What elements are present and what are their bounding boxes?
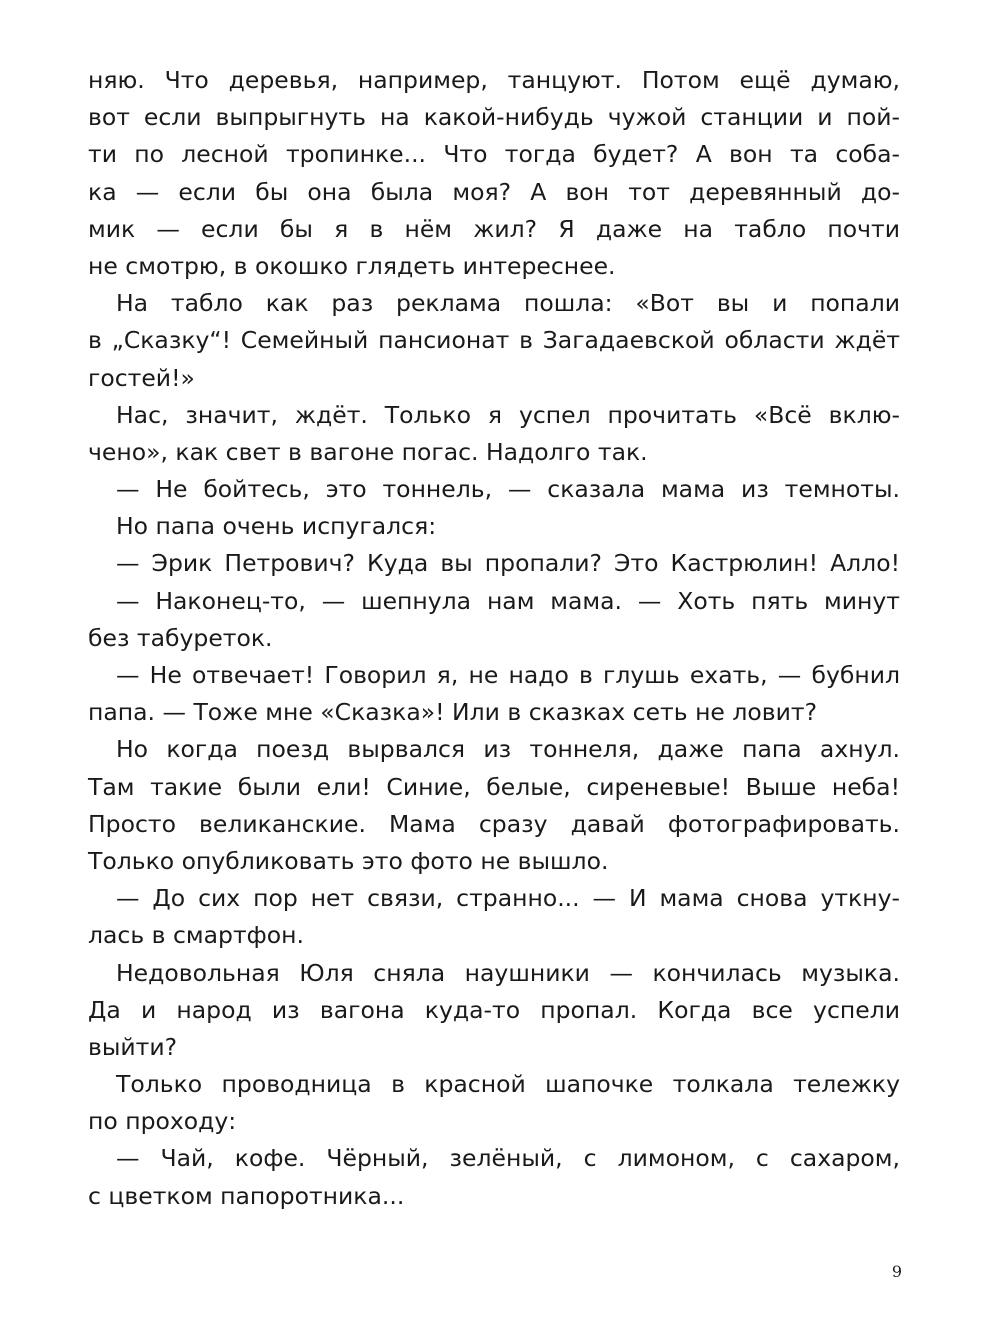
text-line: ка — если бы она была моя? А вон тот деревянный до- <box>88 177 900 206</box>
text-line: мик — если бы я в нём жил? Я даже на табло почти <box>88 214 900 243</box>
paragraph <box>88 583 900 657</box>
paragraph <box>88 880 900 954</box>
paragraph <box>88 955 900 1067</box>
text-line: гостей!» <box>88 363 195 392</box>
text-line: Но папа очень испугался: <box>116 512 437 541</box>
paragraph <box>88 731 900 880</box>
text-line: папа. — Тоже мне «Сказка»! Или в сказках сеть не ловит? <box>88 698 818 727</box>
text-line: — До сих пор нет связи, странно... — И мама снова уткну- <box>116 884 900 913</box>
paragraph <box>88 397 900 471</box>
text-line: Только проводница в красной шапочке толкала тележку <box>116 1070 900 1099</box>
text-line: — Чай, кофе. Чёрный, зелёный, с лимоном, с сахаром, <box>116 1144 900 1173</box>
text-line: — Не отвечает! Говорил я, не надо в глушь ехать, — бубнил <box>116 661 900 689</box>
text-line: вот если выпрыгнуть на какой-нибудь чужой станции и пой- <box>88 103 900 132</box>
text-line: Но когда поезд вырвался из тоннеля, даже папа ахнул. <box>116 735 900 764</box>
paragraph <box>88 471 900 508</box>
paragraph <box>88 285 900 397</box>
text-line: не смотрю, в окошко глядеть интереснее. <box>88 251 616 280</box>
paragraph <box>88 657 900 731</box>
paragraph <box>88 508 900 545</box>
text-line: Там такие были ели! Синие, белые, сиреневые! Выше неба! <box>88 772 900 801</box>
paragraph <box>88 1066 900 1140</box>
paragraph <box>88 1140 900 1214</box>
text-line: ти по лесной тропинке... Что тогда будет? А вон та соба- <box>88 140 900 169</box>
text-line: Недовольная Юля сняла наушники — кончилась музыка. <box>116 958 900 987</box>
text-line: няю. Что деревья, например, танцуют. Потом ещё думаю, <box>88 66 900 94</box>
text-line: — Не бойтесь, это тоннель, — сказала мама из темноты. <box>116 475 900 504</box>
text-line: в „Сказку“! Семейный пансионат в Загадаевской области ждёт <box>88 326 900 355</box>
text-line: Да и народ из вагона куда-то пропал. Когда все успели <box>88 995 900 1024</box>
text-line: Просто великанские. Мама сразу давай фотографировать. <box>88 809 900 838</box>
text-line: по проходу: <box>88 1107 237 1136</box>
text-line: лась в смартфон. <box>88 921 304 950</box>
page-body <box>88 62 900 1215</box>
text-line: чено», как свет в вагоне погас. Надолго так. <box>88 437 648 466</box>
page-number: 9 <box>891 1262 902 1281</box>
paragraph <box>88 62 900 285</box>
paragraph <box>88 545 900 582</box>
text-line: — Эрик Петрович? Куда вы пропали? Это Кастрюлин! Алло! <box>116 549 900 578</box>
text-line: без табуреток. <box>88 623 273 652</box>
text-line: Только опубликовать это фото не вышло. <box>88 846 609 875</box>
text-line: с цветком папоротника... <box>88 1181 405 1210</box>
text-line: На табло как раз реклама пошла: «Вот вы и попали <box>116 289 900 318</box>
text-line: выйти? <box>88 1032 178 1061</box>
text-line: Нас, значит, ждёт. Только я успел прочитать «Всё вклю- <box>116 400 900 429</box>
text-line: — Наконец-то, — шепнула нам мама. — Хоть пять минут <box>116 586 900 615</box>
